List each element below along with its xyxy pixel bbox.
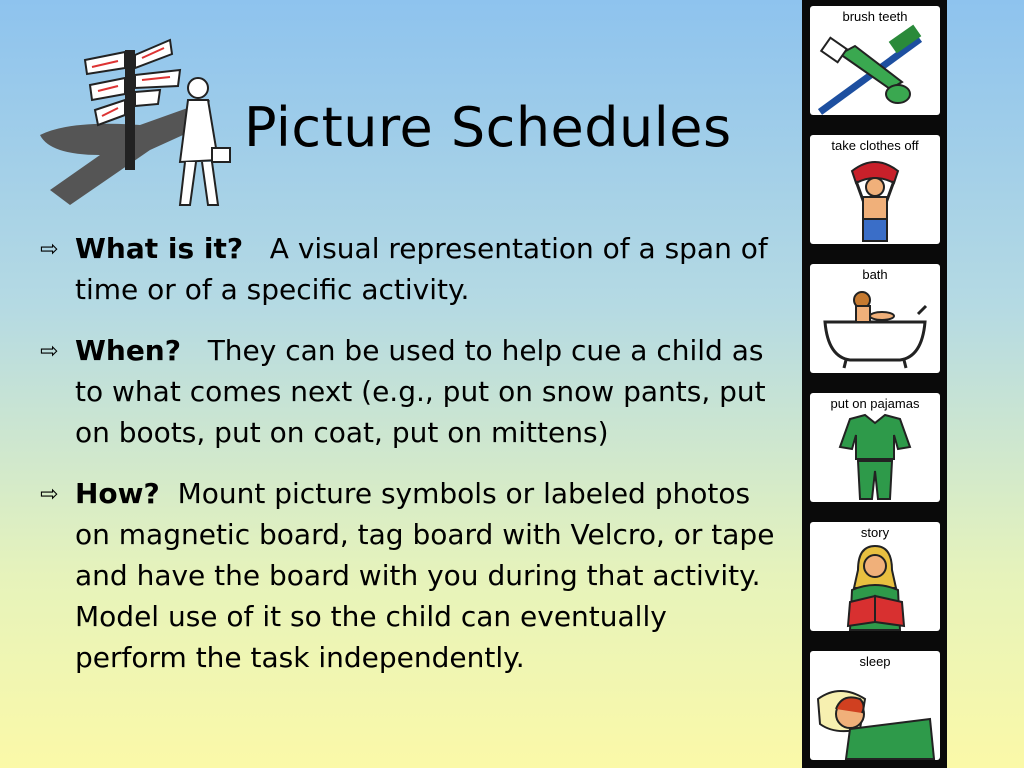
card-label: put on pajamas xyxy=(830,396,920,411)
picture-schedule-strip xyxy=(802,0,947,768)
card-label: take clothes off xyxy=(831,138,919,153)
hollow-right-arrow-icon: ⇨ xyxy=(40,237,59,262)
pajamas-icon xyxy=(810,411,940,502)
schedule-card-put-on-pajamas xyxy=(810,393,940,502)
reading-icon xyxy=(810,540,940,631)
bullet-lead: What is it? xyxy=(75,232,244,265)
sleep-icon xyxy=(810,669,940,760)
slide-title: Picture Schedules xyxy=(244,96,732,159)
schedule-card-take-clothes-off xyxy=(810,135,940,244)
bullet-how xyxy=(40,473,775,678)
hollow-right-arrow-icon: ⇨ xyxy=(40,482,59,507)
bullet-when xyxy=(40,330,775,453)
bullet-text: Mount picture symbols or labeled photos on magnetic board, tag board with Velcro, or tape and have the board with you during that activity. Model use of it so the child can eventually perform the task independently. xyxy=(75,477,775,674)
schedule-card-bath xyxy=(810,264,940,373)
schedule-card-brush-teeth xyxy=(810,6,940,115)
bullet-what xyxy=(40,228,775,310)
bullet-text: A visual representation of a span of time or of a specific activity. xyxy=(75,232,768,306)
card-label: brush teeth xyxy=(842,9,908,24)
bullet-lead: How? xyxy=(75,477,160,510)
undress-icon xyxy=(810,153,940,244)
signpost-confused-man-icon xyxy=(30,30,250,220)
bullet-text: They can be used to help cue a child as to what comes next (e.g., put on snow pants, put on boots, put on coat, put on mittens) xyxy=(75,334,766,449)
schedule-card-sleep xyxy=(810,651,940,760)
hollow-right-arrow-icon: ⇨ xyxy=(40,339,59,364)
schedule-card-story xyxy=(810,522,940,631)
bullet-list xyxy=(40,228,775,698)
bathtub-icon xyxy=(810,282,940,373)
card-label: sleep xyxy=(859,654,891,669)
card-label: bath xyxy=(862,267,888,282)
card-label: story xyxy=(860,525,890,540)
toothbrush-icon xyxy=(810,24,940,115)
bullet-lead: When? xyxy=(75,334,181,367)
